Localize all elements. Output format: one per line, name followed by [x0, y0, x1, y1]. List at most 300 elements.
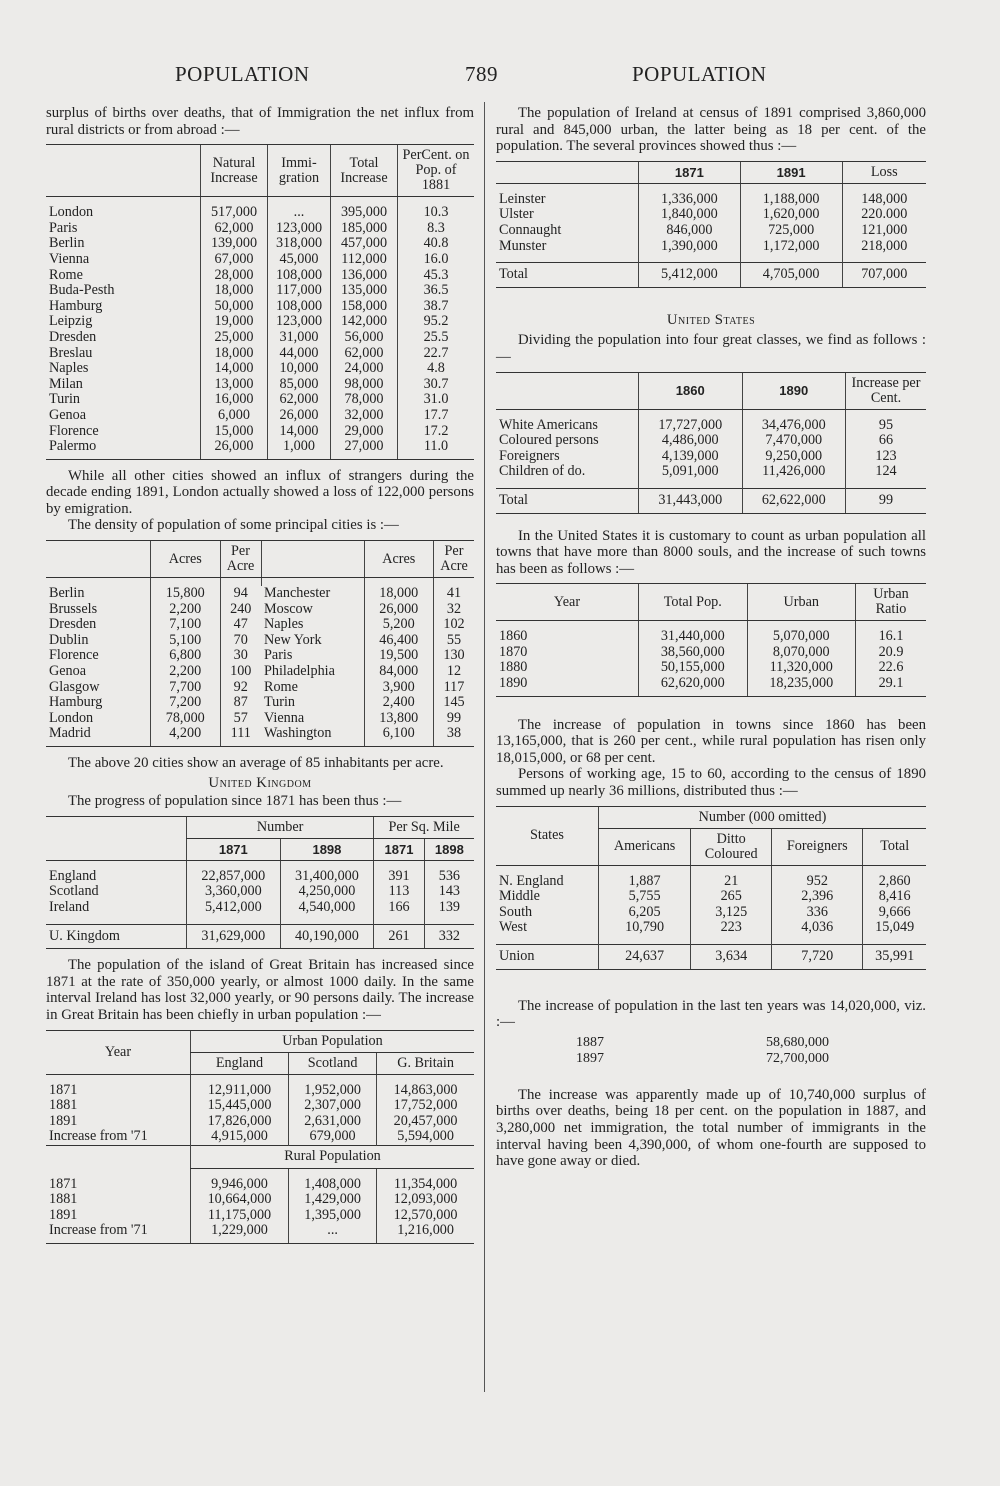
- table-cell: 27,000: [331, 439, 398, 459]
- table-cell: 18,000: [201, 346, 268, 362]
- table-cell: 13,000: [201, 377, 268, 393]
- table-cell: 30: [220, 648, 261, 664]
- table-row: [46, 1177, 474, 1193]
- table-cell: 45.3: [398, 268, 475, 284]
- urban-intro: In the United States it is customary to count as urban population all towns that have more than 8000 souls, and the increase of such towns has been as follows :—: [496, 527, 926, 577]
- table-cell: 35,991: [863, 945, 926, 970]
- table-cell: 12,911,000: [191, 1083, 289, 1099]
- table-cell: 16.1: [856, 629, 927, 645]
- table-cell: ...: [289, 1223, 377, 1243]
- col-1871-sqmile: 1871: [374, 838, 424, 860]
- table-cell: 7,700: [151, 680, 221, 696]
- col-loss: Loss: [842, 161, 926, 183]
- table-cell: 1890: [496, 676, 639, 696]
- table-cell: 2,400: [364, 695, 434, 711]
- table-row: [46, 602, 474, 618]
- table-cell: 135,000: [331, 283, 398, 299]
- table-cell: 952: [772, 874, 863, 890]
- table-cell: Vienna: [264, 709, 305, 726]
- density-rows: [46, 578, 474, 747]
- column-divider: [484, 102, 485, 1392]
- table-cell: 56,000: [331, 330, 398, 346]
- classes-intro: Dividing the population into four great classes, we find as follows :—: [496, 332, 926, 365]
- table-cell: 5,594,000: [377, 1129, 474, 1145]
- table-cell: Naples: [264, 616, 304, 633]
- table-cell: 1,188,000: [740, 192, 842, 208]
- table-cell: 7,470,000: [742, 433, 846, 449]
- uk-table: [46, 816, 474, 949]
- table-row: [496, 192, 926, 208]
- table-cell: 11,354,000: [377, 1177, 474, 1193]
- table-cell: 112,000: [331, 252, 398, 268]
- table-cell: Berlin: [49, 585, 85, 602]
- table-cell: 1870: [499, 643, 528, 660]
- table-cell: 1,390,000: [639, 239, 741, 255]
- table-cell: 32: [434, 602, 475, 618]
- col-acres-1: Acres: [151, 541, 221, 578]
- table-cell: 318,000: [268, 236, 331, 252]
- table-cell: 41: [434, 586, 475, 602]
- table-cell: 4,915,000: [191, 1129, 289, 1145]
- col-urban-ratio: Urban Ratio: [856, 584, 927, 621]
- left-column: [46, 105, 474, 1252]
- viz-list: [576, 1035, 926, 1067]
- table-row: [496, 418, 926, 434]
- table-row: [496, 449, 926, 465]
- table-cell: 24,637: [599, 945, 691, 970]
- table-cell: 10,664,000: [191, 1192, 289, 1208]
- table-cell: 19,000: [201, 314, 268, 330]
- table-cell: 6,000: [201, 408, 268, 424]
- col-increase-per-cent: Increase per Cent.: [846, 372, 927, 409]
- table-cell: 102: [434, 617, 475, 633]
- ireland-paragraph: The population of Ireland at census of 1891 comprised 3,860,000 rural and 845,000 urban, the latter being as 18 per cent. of the population. The several provinces showed thus :—: [496, 105, 926, 155]
- table-cell: Increase from '71: [46, 1223, 191, 1243]
- table-cell: 11.0: [398, 439, 475, 459]
- table-cell: 2,631,000: [289, 1114, 377, 1130]
- table-cell: 1,408,000: [289, 1177, 377, 1193]
- col-year: Year: [46, 1030, 191, 1074]
- table-row: [496, 223, 926, 239]
- table-row: [496, 645, 926, 661]
- table-row: [46, 439, 474, 459]
- col-total: Total: [863, 828, 926, 865]
- table-row: [46, 711, 474, 727]
- density-table: [46, 540, 474, 747]
- table-cell: 14,000: [201, 361, 268, 377]
- table-row: [46, 361, 474, 377]
- city-growth-table: [46, 144, 474, 460]
- table-cell: 2,200: [151, 602, 221, 618]
- table-cell: Buda-Pesth: [49, 282, 115, 299]
- table-cell: 1860: [499, 628, 528, 645]
- table-cell: 148,000: [842, 192, 926, 208]
- table-cell: Washington: [261, 726, 364, 746]
- table-cell: 9,946,000: [191, 1177, 289, 1193]
- table-row: [496, 676, 926, 696]
- table-cell: 391: [374, 869, 424, 885]
- table-row: [496, 433, 926, 449]
- table-row: [46, 1129, 474, 1145]
- table-cell: 18,235,000: [747, 676, 856, 696]
- table-cell: 78,000: [151, 711, 221, 727]
- density-intro: The density of population of some principal cities is :—: [68, 517, 399, 534]
- table-cell: 536: [424, 869, 474, 885]
- table-cell: 8.3: [398, 221, 475, 237]
- table-row: [46, 900, 474, 916]
- col-1860: 1860: [639, 372, 743, 409]
- table-cell: 24,000: [331, 361, 398, 377]
- table-cell: 4,139,000: [639, 449, 743, 465]
- table-cell: 62,000: [268, 392, 331, 408]
- right-column: [496, 105, 926, 1170]
- great-britain-paragraph: The population of the island of Great Britain has increased since 1871 at the rate of 350,000 yearly, or almost 1000 daily. In the same interval Ireland has lost 32,000 yearly, or 90 persons daily. The increase in Great Britain has been chiefly in urban population :—: [46, 957, 474, 1023]
- table-cell: 4,200: [151, 726, 221, 746]
- table-cell: 4.8: [398, 361, 475, 377]
- col-ditto-coloured: Ditto Coloured: [691, 828, 772, 865]
- table-cell: Dresden: [49, 616, 97, 633]
- col-england: England: [191, 1052, 289, 1074]
- table-cell: Middle: [499, 888, 540, 905]
- table-cell: 139,000: [201, 236, 268, 252]
- table-cell: 2,396: [772, 889, 863, 905]
- table-cell: 1,840,000: [639, 207, 741, 223]
- table-row: [496, 920, 926, 936]
- table-cell: 11,320,000: [747, 660, 856, 676]
- table-cell: 55: [434, 633, 475, 649]
- table-row: [46, 633, 474, 649]
- table-cell: Manchester: [264, 585, 331, 602]
- col-total-increase: Total Increase: [331, 145, 398, 197]
- table-cell: 66: [846, 433, 927, 449]
- total-row: [496, 488, 926, 513]
- col-1890: 1890: [742, 372, 846, 409]
- table-cell: 1,216,000: [377, 1223, 474, 1243]
- table-cell: N. England: [499, 872, 564, 889]
- col-1898-sqmile: 1898: [424, 838, 474, 860]
- table-cell: Genoa: [49, 663, 87, 680]
- table-cell: 17,752,000: [377, 1098, 474, 1114]
- table-cell: 3,634: [691, 945, 772, 970]
- table-cell: 6,800: [151, 648, 221, 664]
- table-row: [46, 648, 474, 664]
- table-cell: New York: [264, 631, 322, 648]
- table-row: [46, 1192, 474, 1208]
- classes-table: [496, 372, 926, 514]
- table-cell: 143: [424, 884, 474, 900]
- table-cell: 44,000: [268, 346, 331, 362]
- table-cell: 25.5: [398, 330, 475, 346]
- table-cell: 2,200: [151, 664, 221, 680]
- table-cell: 85,000: [268, 377, 331, 393]
- table-cell: 29,000: [331, 424, 398, 440]
- table-cell: Palermo: [46, 439, 201, 459]
- table-row: [46, 1114, 474, 1130]
- table-cell: 166: [374, 900, 424, 916]
- table-cell: 1,395,000: [289, 1208, 377, 1224]
- table-cell: 1891: [49, 1112, 78, 1129]
- table-cell: 17,727,000: [639, 418, 743, 434]
- table-cell: 9,666: [863, 905, 926, 921]
- table-cell: 67,000: [201, 252, 268, 268]
- table-cell: 1,429,000: [289, 1192, 377, 1208]
- table-cell: 1881: [49, 1191, 78, 1208]
- table-cell: 113: [374, 884, 424, 900]
- table-cell: 1,000: [268, 439, 331, 459]
- intro-paragraph: surplus of births over deaths, that of Immigration the net influx from rural districts or from abroad :—: [46, 105, 474, 138]
- table-cell: 10.3: [398, 205, 475, 221]
- table-row: [46, 664, 474, 680]
- table-cell: 725,000: [740, 223, 842, 239]
- table-cell: 1,336,000: [639, 192, 741, 208]
- table-cell: 31,629,000: [187, 924, 281, 949]
- table-cell: Turin: [264, 694, 296, 711]
- table-cell: 11,426,000: [742, 464, 846, 480]
- table-cell: 111: [220, 726, 261, 746]
- table-cell: 130: [434, 648, 475, 664]
- col-foreigners: Foreigners: [772, 828, 863, 865]
- col-group-number-omitted: Number (000 omitted): [599, 806, 927, 828]
- col-group-number: Number: [187, 816, 374, 838]
- table-cell: Dresden: [49, 328, 97, 345]
- table-cell: 31,443,000: [639, 488, 743, 513]
- total-row: [496, 263, 926, 288]
- table-cell: 31.0: [398, 392, 475, 408]
- viz-item: 1897 72,700,000: [576, 1050, 829, 1066]
- col-1891: 1891: [740, 161, 842, 183]
- urban-rural-table: [46, 1030, 474, 1244]
- total-row: [496, 945, 926, 970]
- table-cell: 145: [434, 695, 475, 711]
- table-cell: Scotland: [49, 883, 99, 900]
- table-cell: 26,000: [201, 439, 268, 459]
- table-cell: 1,952,000: [289, 1083, 377, 1099]
- col-acres-2: Acres: [364, 541, 434, 578]
- table-cell: 2,307,000: [289, 1098, 377, 1114]
- table-cell: 5,412,000: [639, 263, 741, 288]
- table-cell: Leinster: [499, 190, 546, 207]
- col-group-per-sq-mile: Per Sq. Mile: [374, 816, 474, 838]
- table-cell: 92: [220, 680, 261, 696]
- table-cell: 1,887: [599, 874, 691, 890]
- table-row: [46, 1223, 474, 1243]
- table-cell: 10,000: [268, 361, 331, 377]
- table-row: [46, 1083, 474, 1099]
- table-cell: 31,440,000: [639, 629, 748, 645]
- table-cell: 31,000: [268, 330, 331, 346]
- table-row: [46, 314, 474, 330]
- col-per-acre-1: Per Acre: [220, 541, 261, 578]
- table-cell: Moscow: [264, 600, 313, 617]
- table-cell: Increase from '71: [49, 1128, 148, 1145]
- table-cell: 6,205: [599, 905, 691, 921]
- table-cell: Breslau: [49, 344, 93, 361]
- table-cell: Genoa: [49, 406, 87, 423]
- table-cell: 121,000: [842, 223, 926, 239]
- table-cell: Hamburg: [49, 297, 103, 314]
- table-cell: 12: [434, 664, 475, 680]
- table-row: [46, 205, 474, 221]
- table-cell: 240: [220, 602, 261, 618]
- table-cell: 21: [691, 874, 772, 890]
- table-cell: 1,620,000: [740, 207, 842, 223]
- table-cell: 108,000: [268, 268, 331, 284]
- table-cell: Brussels: [49, 600, 98, 617]
- table-cell: 139: [424, 900, 474, 916]
- table-cell: 15,800: [151, 586, 221, 602]
- table-cell: 1,229,000: [191, 1223, 289, 1243]
- table-cell: 123,000: [268, 221, 331, 237]
- table-cell: 3,125: [691, 905, 772, 921]
- urban-rural-rows: [46, 1074, 474, 1243]
- table-cell: 5,755: [599, 889, 691, 905]
- table-cell: 38,560,000: [639, 645, 748, 661]
- table-row: [46, 869, 474, 885]
- table-cell: 62,620,000: [639, 676, 748, 696]
- table-cell: 16.0: [398, 252, 475, 268]
- us-heading: United States: [666, 311, 756, 328]
- col-1871: 1871: [639, 161, 741, 183]
- table-cell: Dublin: [49, 631, 89, 648]
- working-age-paragraph: Persons of working age, 15 to 60, according to the census of 1890 summed up nearly 36 millions, distributed thus :—: [496, 766, 926, 800]
- table-cell: 62,000: [201, 221, 268, 237]
- table-cell: 5,100: [151, 633, 221, 649]
- table-cell: 12,570,000: [377, 1208, 474, 1224]
- table-cell: London: [49, 204, 94, 221]
- page-number: 789: [465, 62, 498, 86]
- rural-population-title: Rural Population: [191, 1145, 475, 1168]
- col-natural-increase: Natural Increase: [201, 145, 268, 197]
- col-total-pop: Total Pop.: [639, 584, 748, 621]
- table-row: [46, 424, 474, 440]
- table-cell: 13,800: [364, 711, 434, 727]
- table-cell: 8,070,000: [747, 645, 856, 661]
- table-row: [46, 299, 474, 315]
- table-cell: 1871: [49, 1081, 78, 1098]
- table-cell: 25,000: [201, 330, 268, 346]
- table-cell: South: [499, 903, 533, 920]
- table-cell: Turin: [49, 391, 81, 408]
- col-year-us: Year: [496, 584, 639, 621]
- table-cell: 1891: [49, 1206, 78, 1223]
- table-cell: 18,000: [201, 283, 268, 299]
- col-states: States: [496, 806, 599, 865]
- table-cell: 117,000: [268, 283, 331, 299]
- table-row: [46, 221, 474, 237]
- table-cell: Philadelphia: [264, 663, 335, 680]
- table-row: [46, 252, 474, 268]
- ten-years-paragraph: The increase of population in the last ten years was 14,020,000, viz. :—: [496, 997, 926, 1031]
- table-cell: 4,036: [772, 920, 863, 936]
- table-cell: 19,500: [364, 648, 434, 664]
- col-urban: Urban: [747, 584, 856, 621]
- table-cell: 14,000: [268, 424, 331, 440]
- table-cell: 28,000: [201, 268, 268, 284]
- table-cell: 7,720: [772, 945, 863, 970]
- table-cell: Berlin: [49, 235, 85, 252]
- table-cell: 34,476,000: [742, 418, 846, 434]
- table-cell: 517,000: [201, 205, 268, 221]
- table-cell: 78,000: [331, 392, 398, 408]
- us-urban-table: [496, 583, 926, 696]
- table-cell: 395,000: [331, 205, 398, 221]
- table-cell: 26,000: [364, 602, 434, 618]
- table-cell: Paris: [49, 219, 78, 236]
- table-cell: Foreigners: [499, 447, 560, 464]
- table-row: [46, 392, 474, 408]
- average-paragraph: The above 20 cities show an average of 85 inhabitants per acre.: [68, 755, 444, 771]
- table-cell: 57: [220, 711, 261, 727]
- table-cell: 87: [220, 695, 261, 711]
- table-cell: 6,100: [364, 726, 434, 746]
- table-cell: 9,250,000: [742, 449, 846, 465]
- table-cell: 70: [220, 633, 261, 649]
- table-cell: Vienna: [49, 250, 90, 267]
- table-cell: 30.7: [398, 377, 475, 393]
- table-cell: Florence: [49, 647, 99, 664]
- table-row: [496, 874, 926, 890]
- table-cell: 3,360,000: [187, 884, 281, 900]
- table-cell: 17,826,000: [191, 1114, 289, 1130]
- table-cell: 40.8: [398, 236, 475, 252]
- table-cell: 123,000: [268, 314, 331, 330]
- table-cell: 332: [424, 924, 474, 949]
- table-cell: 5,070,000: [747, 629, 856, 645]
- table-cell: 11,175,000: [191, 1208, 289, 1224]
- table-cell: 117: [434, 680, 475, 696]
- table-cell: 45,000: [268, 252, 331, 268]
- table-cell: Milan: [49, 375, 83, 392]
- ireland-rows: [496, 183, 926, 287]
- table-cell: 124: [846, 464, 927, 480]
- table-cell: 4,486,000: [639, 433, 743, 449]
- table-cell: 22,857,000: [187, 869, 281, 885]
- table-cell: 20.9: [856, 645, 927, 661]
- table-cell: 5,412,000: [187, 900, 281, 916]
- table-cell: 84,000: [364, 664, 434, 680]
- table-cell: 185,000: [331, 221, 398, 237]
- table-cell: 62,622,000: [742, 488, 846, 513]
- table-cell: Naples: [49, 360, 89, 377]
- total-row: [46, 924, 474, 949]
- table-cell: 261: [374, 924, 424, 949]
- col-great-britain: G. Britain: [377, 1052, 474, 1074]
- table-row: [496, 629, 926, 645]
- uk-intro: The progress of population since 1871 has been thus :—: [68, 793, 402, 810]
- table-cell: 1,172,000: [740, 239, 842, 255]
- col-percent: PerCent. on Pop. of 1881: [398, 145, 475, 197]
- table-cell: 22.6: [856, 660, 927, 676]
- classes-rows: [496, 409, 926, 513]
- table-cell: 40,190,000: [280, 924, 374, 949]
- table-cell: 3,900: [364, 680, 434, 696]
- increase-paragraph: The increase was apparently made up of 10,740,000 surplus of births over deaths, being 18 per cent. on the population in 1887, and 3,280,000 net immigration, the total number of immigrants in the interval having been 4,390,000, of whom one-fourth are supposed to have gone away or died.: [496, 1086, 926, 1170]
- table-cell: 99: [434, 711, 475, 727]
- table-row: [496, 660, 926, 676]
- table-cell: 1880: [499, 659, 528, 676]
- table-cell: Paris: [264, 647, 293, 664]
- table-cell: 2,860: [863, 874, 926, 890]
- table-cell: Rome: [49, 266, 83, 283]
- table-cell: 50,000: [201, 299, 268, 315]
- table-cell: 4,705,000: [740, 263, 842, 288]
- table-cell: Ireland: [49, 898, 90, 915]
- col-scotland: Scotland: [289, 1052, 377, 1074]
- table-row: [46, 884, 474, 900]
- table-cell: Florence: [49, 422, 99, 439]
- table-cell: 7,200: [151, 695, 221, 711]
- table-row: [496, 464, 926, 480]
